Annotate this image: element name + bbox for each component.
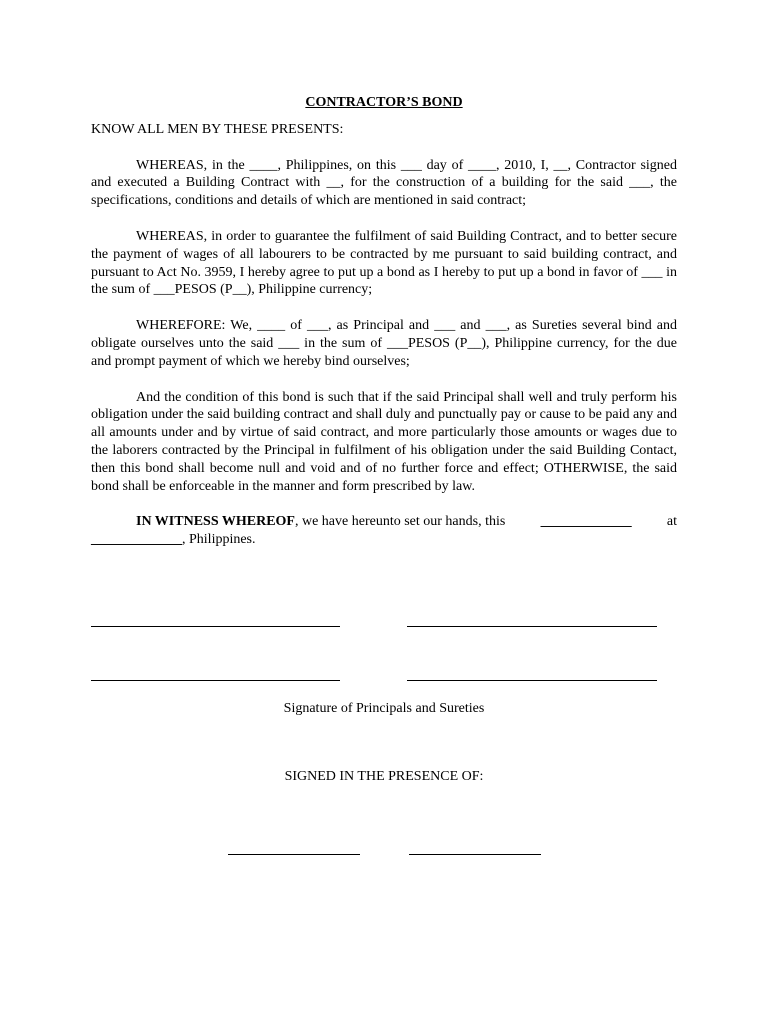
witness-signature-line-1 bbox=[228, 854, 360, 855]
document-title: CONTRACTOR’S BOND bbox=[305, 95, 463, 110]
document-body bbox=[91, 94, 677, 549]
paragraph-whereas-1: WHEREAS, in the ____, Philippines, on this ___ day of ____, 2010, I, __, Contractor signed and executed a Building Contract with __, for the construction of a building for the said ___, the specifications, conditions and details of which are mentioned in said contract; bbox=[91, 157, 677, 209]
signature-line-surety-1 bbox=[407, 626, 657, 627]
presence-heading: SIGNED IN THE PRESENCE OF: bbox=[284, 769, 484, 784]
witness-line-2 bbox=[91, 531, 677, 549]
witness-clause bbox=[91, 513, 677, 549]
signature-line-principal-2 bbox=[91, 680, 340, 681]
paragraph-wherefore: WHEREFORE: We, ____ of ___, as Principal and ___ and ___, as Sureties several bind and obligate ourselves unto the said ___ in the sum of ___PESOS (P__), Philippine currency, for the due and prompt payment of which we hereby bind ourselves; bbox=[91, 318, 677, 369]
signature-line-surety-2 bbox=[407, 680, 657, 681]
witness-at: at bbox=[666, 514, 677, 530]
witness-date-blank: _____________ bbox=[540, 514, 632, 530]
signature-line-principal-1 bbox=[91, 626, 340, 627]
paragraph-condition: And the condition of this bond is such that if the said Principal shall well and truly perform his obligation under the said building contract and shall duly and punctually pay or cause to be paid any and all amounts under and by virtue of said contract, and more particularly those amounts or wages due to the laborers contracted by the Principal in fulfilment of his obligation under the said Building Contact, then this bond shall become null and void and of no further force and effect; OTHERWISE, the said bond shall be enforceable in the manner and form prescribed by law. bbox=[91, 389, 677, 494]
witness-bold-lead: IN WITNESS WHEREOF bbox=[136, 514, 295, 530]
witness-text-end: , Philippines. bbox=[182, 532, 256, 548]
witness-place-blank: _____________ bbox=[91, 532, 182, 548]
witness-line-1 bbox=[91, 513, 677, 531]
witness-text-before-blank: , we have hereunto set our hands, this bbox=[294, 514, 506, 530]
intro-line: KNOW ALL MEN BY THESE PRESENTS: bbox=[91, 121, 344, 137]
paragraph-whereas-2: WHEREAS, in order to guarantee the fulfilment of said Building Contract, and to better secure the payment of wages of all labourers to be contracted by me pursuant to said building contract, and pursuant to Act No. 3959, I hereby agree to put up a bond as I hereby to put up a bond in favor of ___ in the sum of ___PESOS (P__), Philippine currency; bbox=[91, 228, 677, 298]
witness-text bbox=[136, 513, 505, 531]
witness-signature-line-2 bbox=[409, 854, 541, 855]
signature-caption: Signature of Principals and Sureties bbox=[283, 701, 485, 716]
